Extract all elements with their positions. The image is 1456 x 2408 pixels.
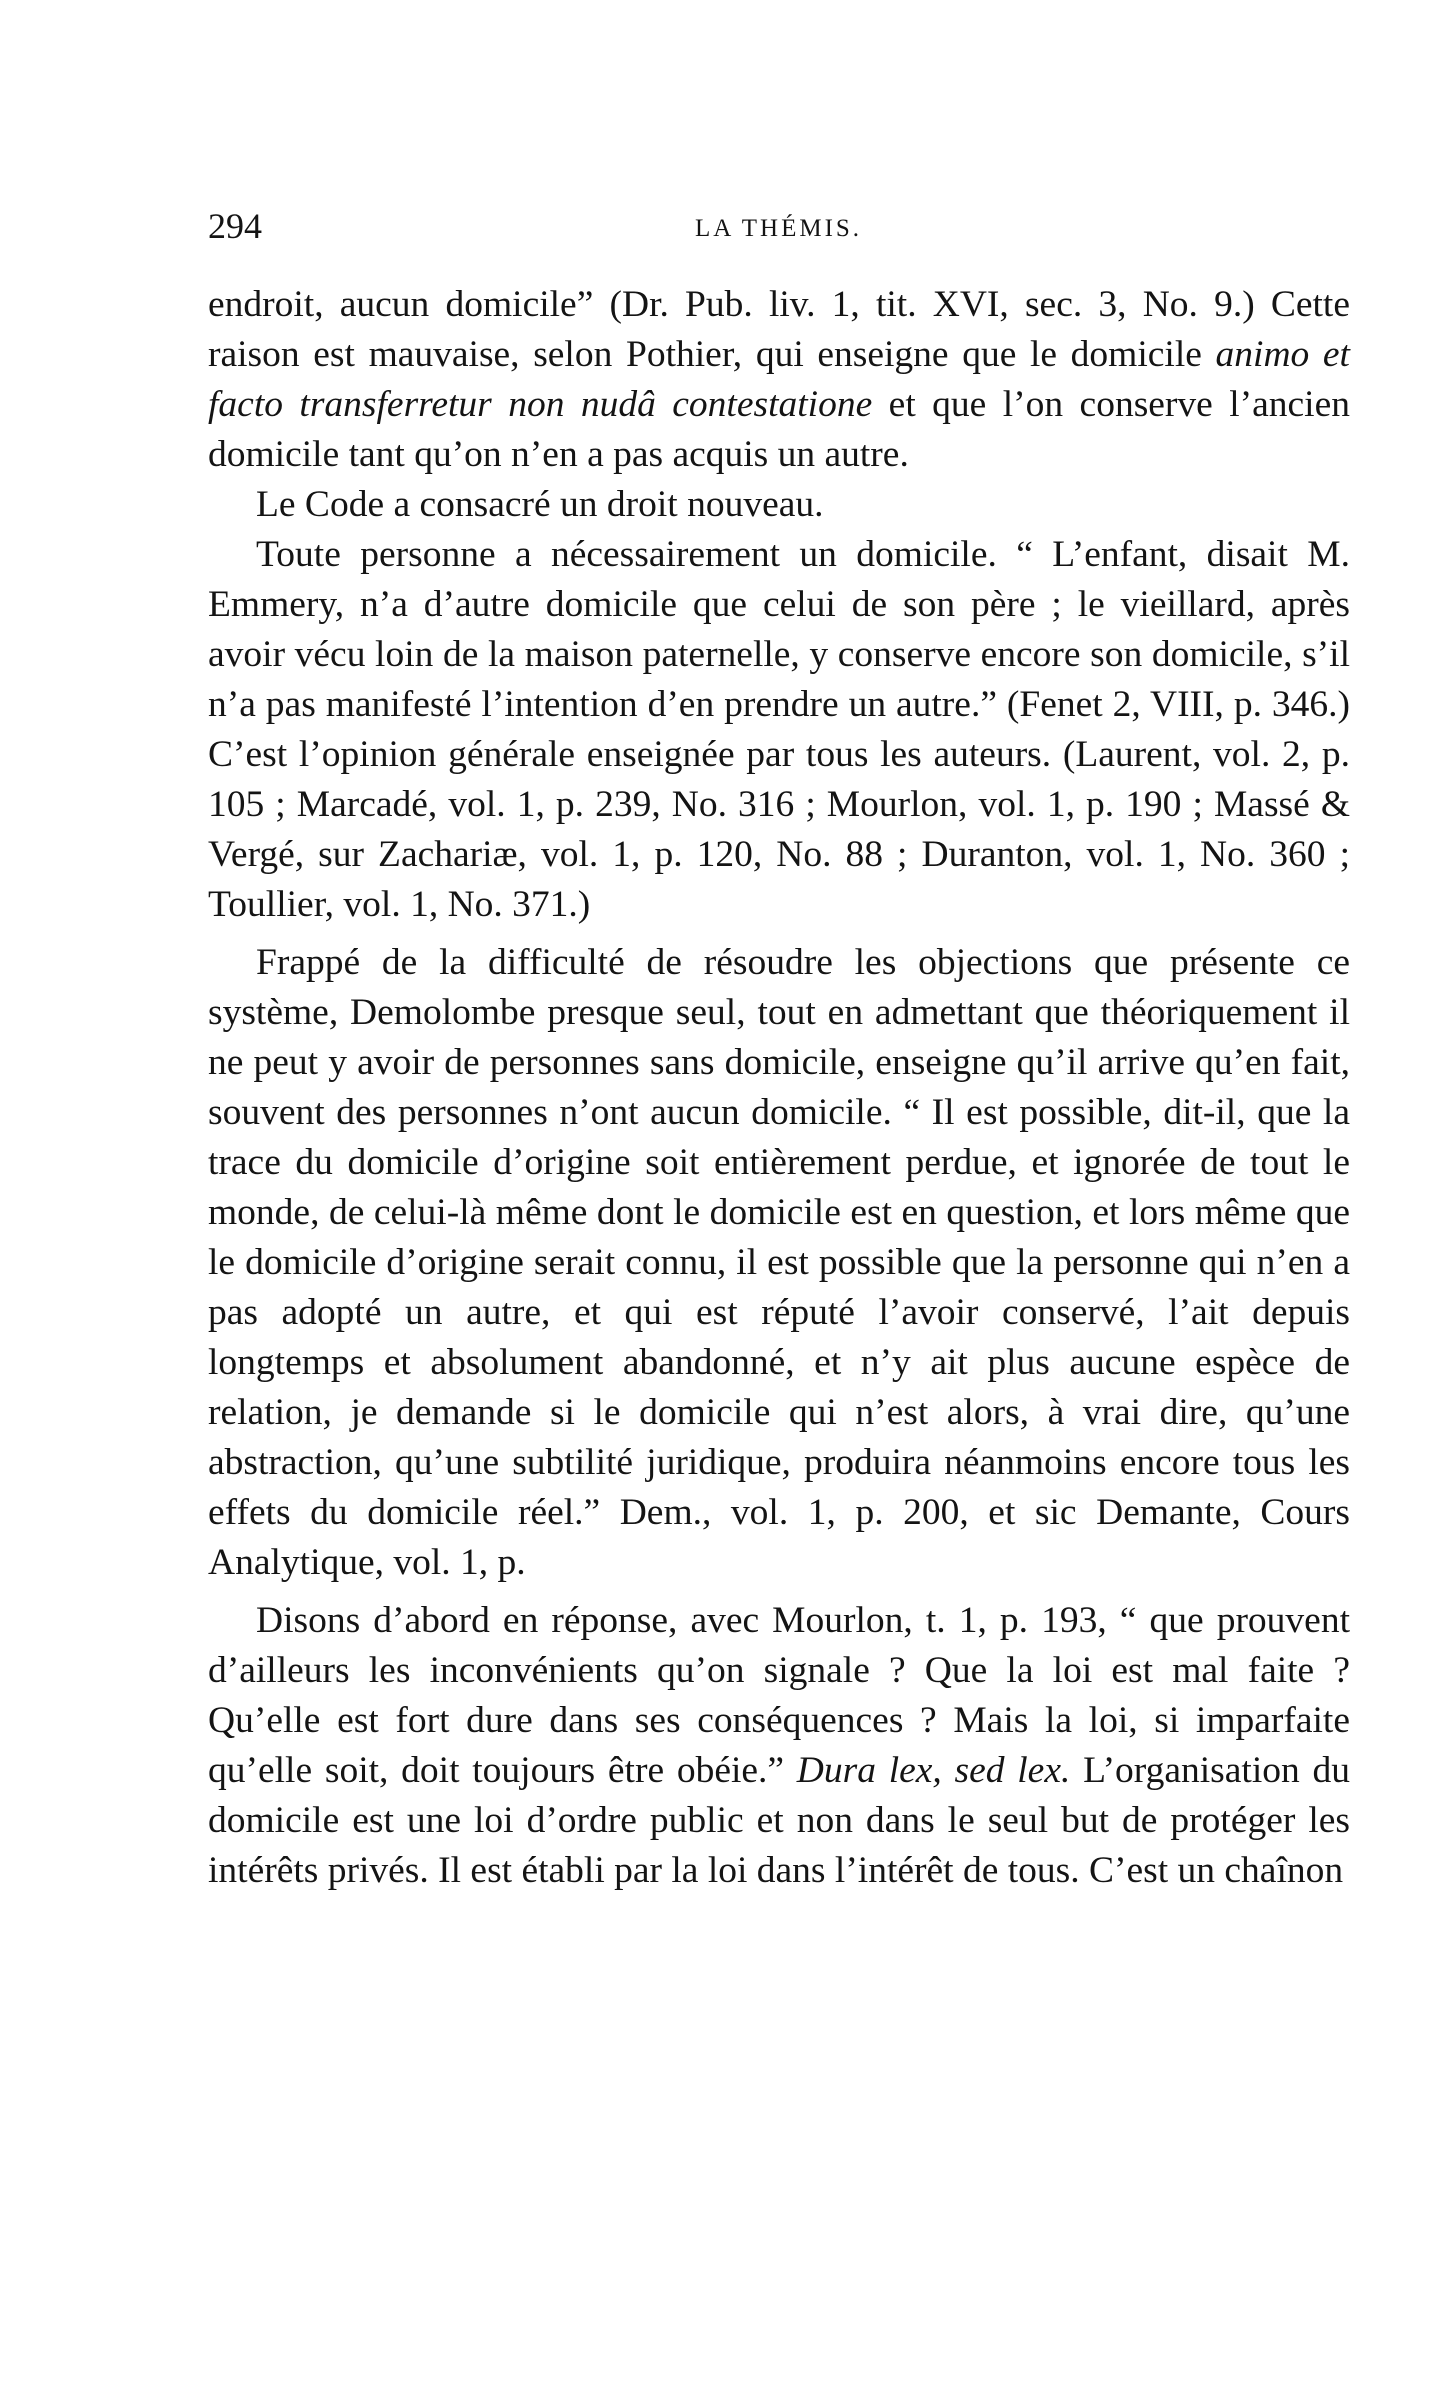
text-run: L’organisation du domicile est une loi d’ordre public et non dans le seul but de protéger les intérêts privés. Il est établi par la loi dans l’intérêt de tous. C’est un chaînon	[208, 1750, 1350, 1891]
page-number: 294	[208, 206, 262, 246]
page-header	[208, 205, 1350, 255]
body-text	[208, 280, 1350, 1896]
paragraph	[208, 280, 1350, 480]
italic-text-run: Dura lex, sed lex.	[796, 1750, 1071, 1791]
text-run: et que l’on conserve l’ancien domicile tant qu’on n’en a pas acquis un autre.	[208, 384, 1350, 475]
text-run: Frappé de la difficulté de résoudre les objections que présente ce système, Demolombe presque seul, tout en admettant que théoriquement il ne peut y avoir de personnes sans domicile, enseigne qu’il arrive qu’en fait, souvent des personnes n’ont aucun domicile. “ Il est possible, dit-il, que la trace du domicile d’origine soit entièrement perdue, et ignorée de tout le monde, de celui-là même dont le domicile est en question, et lors même que le domicile d’origine serait connu, il est possible que la personne qui n’en a pas adopté un autre, et qui est réputé l’avoir conservé, l’ait depuis longtemps et absolument abandonné, et n’y ait plus aucune espèce de relation, je demande si le domicile qui n’est alors, à vrai dire, qu’une abstraction, qu’une subtilité juridique, produira néanmoins encore tous les effets du domicile réel.” Dem., vol. 1, p. 200, et sic Demante, Cours Analytique, vol. 1, p.	[208, 942, 1350, 1583]
paragraph	[208, 938, 1350, 1588]
text-run: Toute personne a nécessairement un domicile. “ L’enfant, disait M. Emmery, n’a d’autre domicile que celui de son père ; le vieillard, après avoir vécu loin de la maison paternelle, y conserve encore son domicile, s’il n’a pas manifesté l’intention d’en prendre un autre.” (Fenet 2, VIII, p. 346.) C’est l’opinion générale enseignée par tous les auteurs. (Laurent, vol. 2, p. 105 ; Marcadé, vol. 1, p. 239, No. 316 ; Mourlon, vol. 1, p. 190 ; Massé & Vergé, sur Zachariæ, vol. 1, p. 120, No. 88 ; Duranton, vol. 1, No. 360 ; Toullier, vol. 1, No. 371.)	[208, 534, 1350, 925]
running-title: LA THÉMIS.	[695, 215, 863, 242]
italic-text-run: animo et facto transferretur non nudâ contestatione	[208, 334, 1350, 425]
paragraph	[208, 480, 1350, 530]
paragraph	[208, 1596, 1350, 1896]
text-run: Disons d’abord en réponse, avec Mourlon, t. 1, p. 193, “ que prouvent d’ailleurs les inconvénients qu’on signale ? Que la loi est mal faite ? Qu’elle est fort dure dans ses conséquences ? Mais la loi, si imparfaite qu’elle soit, doit toujours être obéie.”	[208, 1600, 1350, 1791]
text-run: Le Code a consacré un droit nouveau.	[256, 484, 824, 525]
paragraph	[208, 530, 1350, 930]
text-run: endroit, aucun domicile” (Dr. Pub. liv. 1, tit. XVI, sec. 3, No. 9.) Cette raison est mauvaise, selon Pothier, qui enseigne que le domicile	[208, 284, 1350, 375]
